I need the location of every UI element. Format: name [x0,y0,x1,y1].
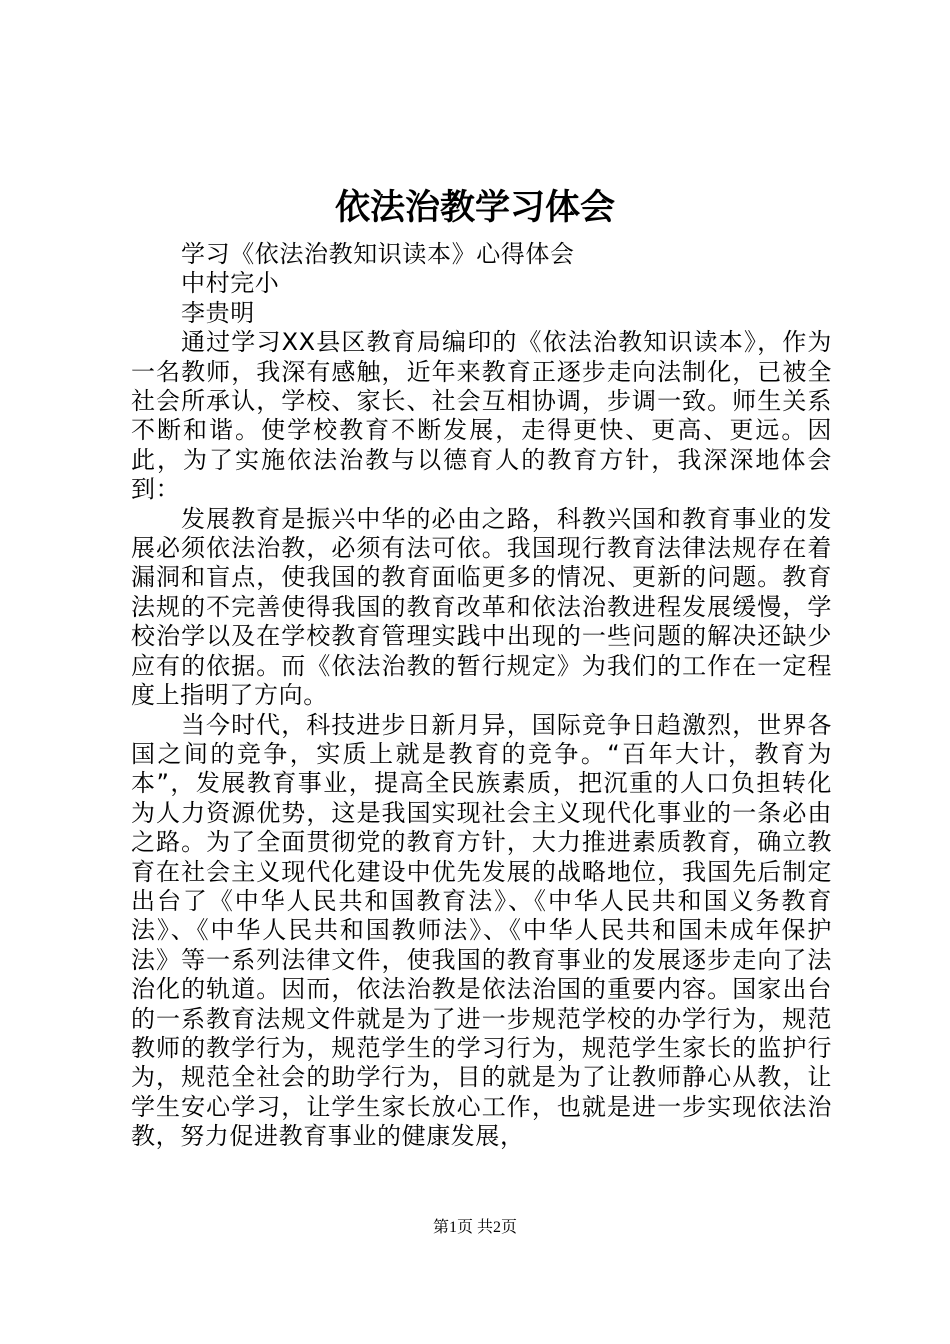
body-paragraph: 当今时代，科技进步日新月异，国际竞争日趋激烈，世界各国之间的竞争，实质上就是教育的竞争。“百年大计，教育为本”，发展教育事业，提高全民族素质，把沉重的人口负担转化为人力资源优势，这是我国实现社会主义现代化事业的一条必由之路。为了全面贯彻党的教育方针，大力推进素质教育，确立教育在社会主义现代化建设中优先发展的战略地位，我国先后制定出台了《中华人民共和国教育法》、《中华人民共和国义务教育法》、《中华人民共和国教师法》、《中华人民共和国未成年保护法》等一系列法律文件，使我国的教育事业的发展逐步走向了法治化的轨道。因而，依法治教是依法治国的重要内容。国家出台的一系教育法规文件就是为了进一步规范学校的办学行为，规范教师的教学行为，规范学生的学习行为，规范学生家长的监护行为，规范全社会的助学行为，目的就是为了让教师静心从教，让学生安心学习，让学生家长放心工作，也就是进一步实现依法治教，努力促进教育事业的健康发展， [131,710,832,1151]
body-paragraph: 发展教育是振兴中华的必由之路，科教兴国和教育事业的发展必须依法治教，必须有法可依。我国现行教育法律法规存在着漏洞和盲点，使我国的教育面临更多的情况、更新的问题。教育法规的不完善使得我国的教育改革和依法治教进程发展缓慢，学校治学以及在学校教育管理实践中出现的一些问题的解决还缺少应有的依据。而《依法治教的暂行规定》为我们的工作在一定程度上指明了方向。 [131,504,832,710]
school-line: 中村完小 [181,269,280,298]
document-title: 依法治教学习体会 [334,187,615,228]
body-paragraph: 通过学习XX县区教育局编印的《依法治教知识读本》，作为一名教师，我深有感触，近年来教育正逐步走向法制化，已被全社会所承认，学校、家长、社会互相协调，步调一致。师生关系不断和谐。使学校教育不断发展，走得更快、更高、更远。因此，为了实施依法治教与以德育人的教育方针，我深深地体会到： [131,328,832,504]
page-number-footer: 第1页 共2页 [432,1219,517,1236]
subtitle-line: 学习《依法治教知识读本》心得体会 [181,240,575,268]
document-body [131,240,832,1152]
author-line: 李贵明 [181,298,255,327]
